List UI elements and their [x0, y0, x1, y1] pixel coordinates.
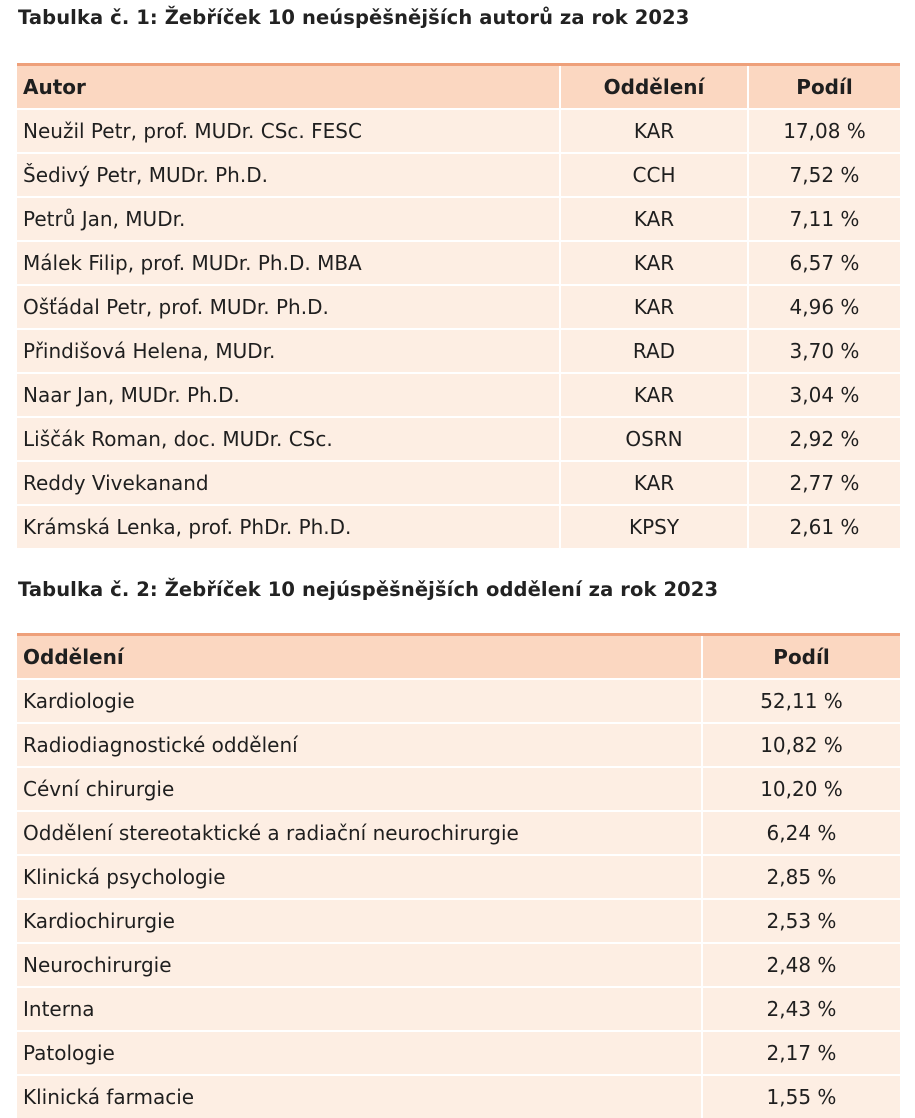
departments-table-body — [17, 679, 900, 1118]
table-header-row — [17, 65, 900, 110]
table-row — [17, 679, 900, 723]
departments-table — [17, 633, 900, 1118]
share-cell: 2,17 % — [702, 1031, 900, 1075]
author-cell: Ošťádal Petr, prof. MUDr. Ph.D. — [17, 285, 560, 329]
table-row — [17, 987, 900, 1031]
table2-caption: Tabulka č. 2: Žebříček 10 nejúspěšnějších oddělení za rok 2023 — [18, 578, 719, 601]
column-header-department: Oddělení — [17, 635, 702, 680]
table-row — [17, 197, 900, 241]
share-cell: 3,70 % — [748, 329, 900, 373]
table-row — [17, 373, 900, 417]
department-cell: KAR — [560, 241, 748, 285]
share-cell: 2,85 % — [702, 855, 900, 899]
share-cell: 2,61 % — [748, 505, 900, 548]
table-row — [17, 461, 900, 505]
department-cell: KAR — [560, 197, 748, 241]
column-header-department: Oddělení — [560, 65, 748, 110]
table-header-row — [17, 635, 900, 680]
share-cell: 3,04 % — [748, 373, 900, 417]
share-cell: 2,48 % — [702, 943, 900, 987]
table-row — [17, 899, 900, 943]
table-row — [17, 811, 900, 855]
column-header-share: Podíl — [702, 635, 900, 680]
share-cell: 4,96 % — [748, 285, 900, 329]
share-cell: 2,77 % — [748, 461, 900, 505]
department-cell: Klinická psychologie — [17, 855, 702, 899]
department-cell: Patologie — [17, 1031, 702, 1075]
department-cell: OSRN — [560, 417, 748, 461]
share-cell: 2,92 % — [748, 417, 900, 461]
department-cell: Interna — [17, 987, 702, 1031]
share-cell: 10,20 % — [702, 767, 900, 811]
department-cell: KPSY — [560, 505, 748, 548]
table-row — [17, 329, 900, 373]
table-row — [17, 109, 900, 153]
share-cell: 17,08 % — [748, 109, 900, 153]
table-row — [17, 1075, 900, 1118]
table-row — [17, 943, 900, 987]
department-cell: Oddělení stereotaktické a radiační neurochirurgie — [17, 811, 702, 855]
department-cell: CCH — [560, 153, 748, 197]
table-row — [17, 1031, 900, 1075]
author-cell: Neužil Petr, prof. MUDr. CSc. FESC — [17, 109, 560, 153]
share-cell: 2,53 % — [702, 899, 900, 943]
author-cell: Reddy Vivekanand — [17, 461, 560, 505]
share-cell: 1,55 % — [702, 1075, 900, 1118]
column-header-author: Autor — [17, 65, 560, 110]
table-row — [17, 505, 900, 548]
author-cell: Petrů Jan, MUDr. — [17, 197, 560, 241]
department-cell: Kardiochirurgie — [17, 899, 702, 943]
share-cell: 7,11 % — [748, 197, 900, 241]
share-cell: 10,82 % — [702, 723, 900, 767]
share-cell: 52,11 % — [702, 679, 900, 723]
share-cell: 2,43 % — [702, 987, 900, 1031]
department-cell: Neurochirurgie — [17, 943, 702, 987]
column-header-share: Podíl — [748, 65, 900, 110]
table-row — [17, 723, 900, 767]
department-cell: KAR — [560, 461, 748, 505]
table-row — [17, 767, 900, 811]
department-cell: Radiodiagnostické oddělení — [17, 723, 702, 767]
authors-table-body — [17, 109, 900, 548]
department-cell: Kardiologie — [17, 679, 702, 723]
department-cell: Klinická farmacie — [17, 1075, 702, 1118]
department-cell: RAD — [560, 329, 748, 373]
table-row — [17, 855, 900, 899]
author-cell: Šedivý Petr, MUDr. Ph.D. — [17, 153, 560, 197]
department-cell: KAR — [560, 285, 748, 329]
author-cell: Přindišová Helena, MUDr. — [17, 329, 560, 373]
department-cell: KAR — [560, 109, 748, 153]
author-cell: Liščák Roman, doc. MUDr. CSc. — [17, 417, 560, 461]
table-row — [17, 417, 900, 461]
share-cell: 7,52 % — [748, 153, 900, 197]
table-row — [17, 285, 900, 329]
share-cell: 6,24 % — [702, 811, 900, 855]
department-cell: KAR — [560, 373, 748, 417]
table-row — [17, 241, 900, 285]
department-cell: Cévní chirurgie — [17, 767, 702, 811]
author-cell: Naar Jan, MUDr. Ph.D. — [17, 373, 560, 417]
share-cell: 6,57 % — [748, 241, 900, 285]
table1-caption: Tabulka č. 1: Žebříček 10 neúspěšnějších autorů za rok 2023 — [18, 6, 690, 29]
author-cell: Krámská Lenka, prof. PhDr. Ph.D. — [17, 505, 560, 548]
authors-table — [17, 63, 900, 548]
author-cell: Málek Filip, prof. MUDr. Ph.D. MBA — [17, 241, 560, 285]
table-row — [17, 153, 900, 197]
